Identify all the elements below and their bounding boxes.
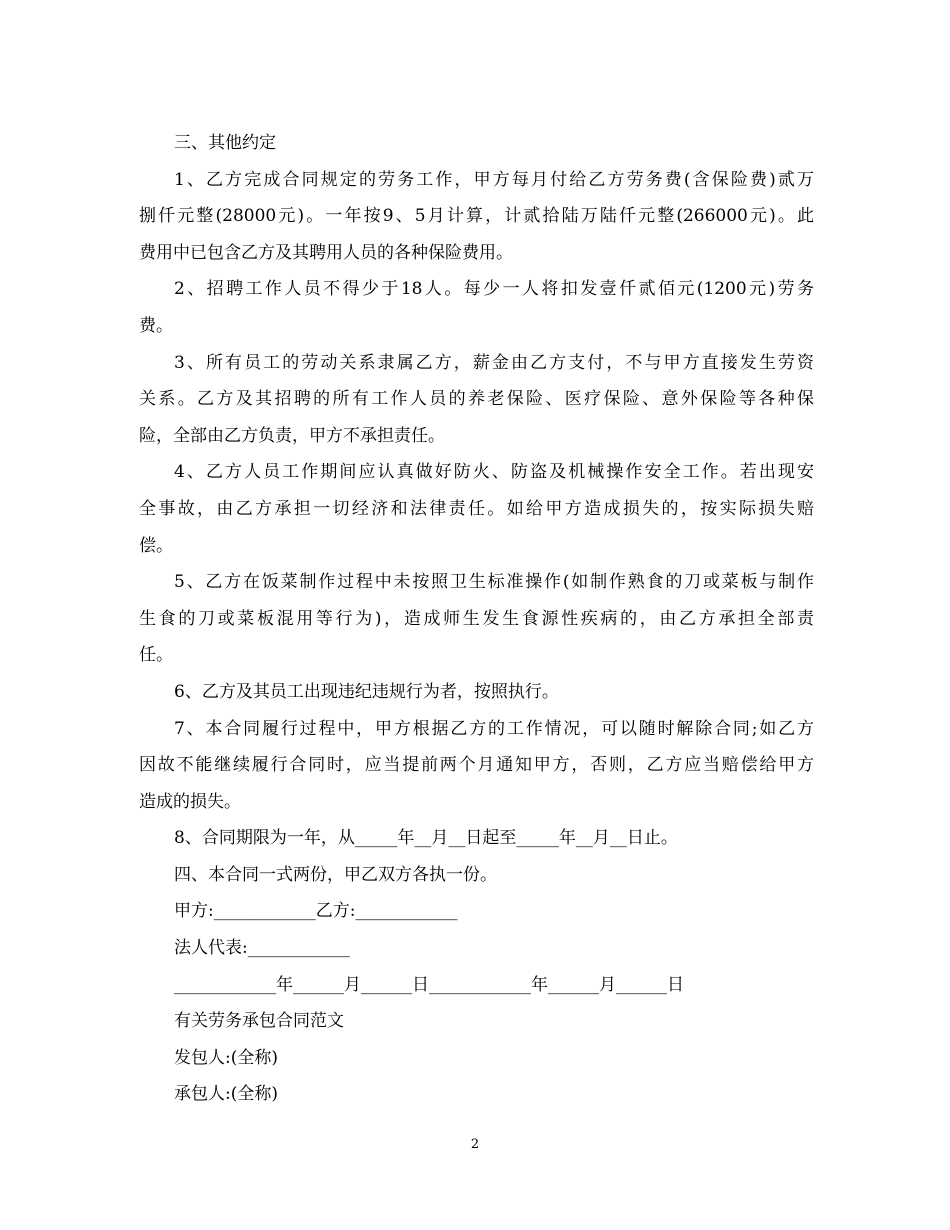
page-number: 2 — [470, 1137, 480, 1152]
contractor-line: 承包人:(全称) — [174, 1084, 278, 1105]
employer-line: 发包人:(全称) — [174, 1047, 278, 1068]
clause-5-line-3: 任。 — [139, 645, 173, 666]
clause-7-line-1: 7、本合同履行过程中，甲方根据乙方的工作情况，可以随时解除合同;如乙方 — [174, 718, 814, 739]
clause-7-line-2: 因故不能继续履行合同时，应当提前两个月通知甲方，否则，乙方应当赔偿给甲方 — [139, 755, 814, 776]
signature-parties-line: 甲方:____________乙方:____________ — [174, 901, 458, 922]
clause-3-line-1: 3、所有员工的劳动关系隶属乙方，薪金由乙方支付，不与甲方直接发生劳资 — [174, 352, 814, 373]
clause-4-line-1: 4、乙方人员工作期间应认真做好防火、防盗及机械操作安全工作。若出现安 — [174, 462, 814, 483]
clause-1-line-2: 捌仟元整(28000元)。一年按9、5月计算，计贰拾陆万陆仟元整(266000元)。此 — [139, 206, 814, 227]
clause-2-line-2: 费。 — [139, 315, 173, 336]
clause-8-term-dates: 8、合同期限为一年，从_____年__月__日起至_____年__月__日止。 — [174, 828, 678, 849]
section-heading-other-terms: 三、其他约定 — [174, 133, 276, 153]
clause-5-line-2: 生食的刀或菜板混用等行为)，造成师生发生食源性疾病的，由乙方承担全部责 — [139, 608, 814, 629]
clause-7-line-3: 造成的损失。 — [139, 791, 241, 812]
clause-4-line-3: 偿。 — [139, 535, 173, 556]
clause-1-line-3: 费用中已包含乙方及其聘用人员的各种保险费用。 — [139, 242, 513, 263]
document-body — [139, 125, 814, 1113]
clause-3-line-2: 关系。乙方及其招聘的所有工作人员的养老保险、医疗保险、意外保险等各种保 — [139, 389, 814, 410]
legal-representative-line: 法人代表:____________ — [174, 938, 350, 959]
sample-contract-title: 有关劳务承包合同范文 — [174, 1011, 344, 1032]
clause-6-line-1: 6、乙方及其员工出现违纪违规行为者，按照执行。 — [174, 681, 559, 702]
clause-4-line-2: 全事故，由乙方承担一切经济和法律责任。如给甲方造成损失的，按实际损失赔 — [139, 498, 814, 519]
signature-dates-line: ____________年______月______日____________年______月______日 — [174, 974, 684, 995]
clause-1-line-1: 1、乙方完成合同规定的劳务工作，甲方每月付给乙方劳务费(含保险费)贰万 — [174, 169, 814, 190]
section-copies-clause: 四、本合同一式两份，甲乙双方各执一份。 — [174, 864, 497, 885]
clause-3-line-3: 险，全部由乙方负责，甲方不承担责任。 — [139, 425, 445, 446]
clause-2-line-1: 2、招聘工作人员不得少于18人。每少一人将扣发壹仟贰佰元(1200元)劳务 — [174, 279, 814, 300]
clause-5-line-1: 5、乙方在饭菜制作过程中未按照卫生标准操作(如制作熟食的刀或菜板与制作 — [174, 572, 814, 593]
